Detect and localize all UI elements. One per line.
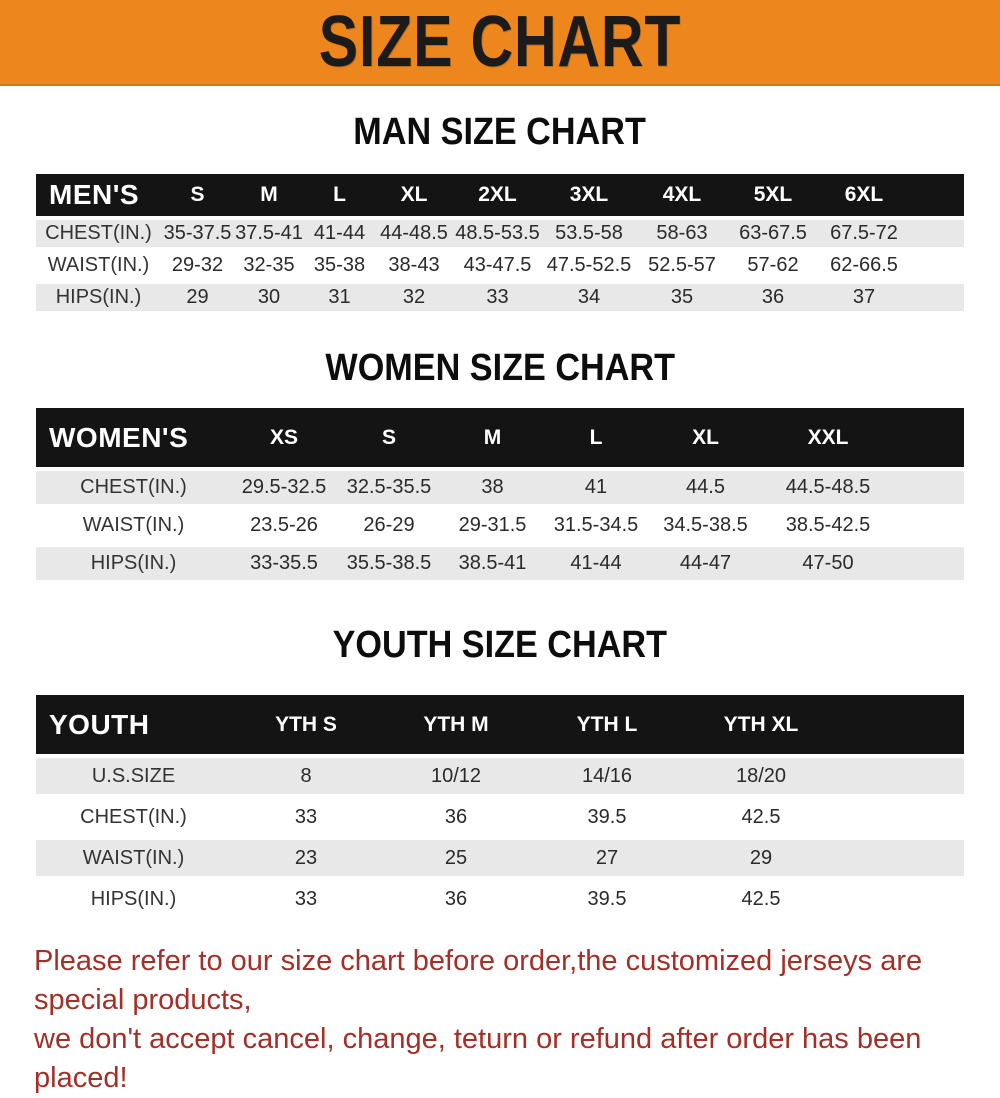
size-value-cell: 44.5-48.5 bbox=[763, 469, 893, 507]
size-value-cell: 32.5-35.5 bbox=[337, 469, 441, 507]
mens-table-row bbox=[36, 250, 964, 282]
size-value-cell: 48.5-53.5 bbox=[453, 218, 542, 250]
spacer-cell bbox=[910, 282, 964, 314]
size-value-cell: 47-50 bbox=[763, 545, 893, 583]
mens-size-column-5: 3XL bbox=[542, 174, 636, 218]
men-section-title: MAN SIZE CHART bbox=[353, 111, 647, 153]
section-women bbox=[0, 346, 1000, 585]
spacer-cell bbox=[839, 797, 964, 838]
spacer-cell bbox=[910, 250, 964, 282]
size-value-cell: 35.5-38.5 bbox=[337, 545, 441, 583]
size-value-cell: 44-47 bbox=[648, 545, 763, 583]
mens-row-label-1: WAIST(IN.) bbox=[36, 250, 161, 282]
size-value-cell: 10/12 bbox=[381, 756, 531, 797]
size-value-cell: 35-37.5 bbox=[161, 218, 234, 250]
size-value-cell: 38.5-42.5 bbox=[763, 507, 893, 545]
womens-size-column-4: XL bbox=[648, 408, 763, 469]
spacer-cell bbox=[893, 408, 964, 469]
mens-size-column-8: 6XL bbox=[818, 174, 910, 218]
mens-size-column-4: 2XL bbox=[453, 174, 542, 218]
youth-size-column-1: YTH M bbox=[381, 695, 531, 756]
size-value-cell: 32-35 bbox=[234, 250, 304, 282]
youth-size-column-2: YTH L bbox=[531, 695, 683, 756]
size-value-cell: 58-63 bbox=[636, 218, 728, 250]
size-value-cell: 18/20 bbox=[683, 756, 839, 797]
women-size-table bbox=[36, 408, 964, 585]
womens-table-row bbox=[36, 507, 964, 545]
spacer-cell bbox=[910, 174, 964, 218]
size-value-cell: 37.5-41 bbox=[234, 218, 304, 250]
size-value-cell: 34 bbox=[542, 282, 636, 314]
spacer-cell bbox=[839, 879, 964, 920]
disclaimer-text bbox=[34, 942, 1000, 1098]
womens-size-column-1: S bbox=[337, 408, 441, 469]
spacer-cell bbox=[893, 469, 964, 507]
size-value-cell: 31 bbox=[304, 282, 375, 314]
size-value-cell: 38-43 bbox=[375, 250, 453, 282]
womens-table-row bbox=[36, 545, 964, 583]
mens-header-label: MEN'S bbox=[36, 174, 161, 218]
size-value-cell: 31.5-34.5 bbox=[544, 507, 648, 545]
youth-row-label-3: HIPS(IN.) bbox=[36, 879, 231, 920]
mens-size-column-6: 4XL bbox=[636, 174, 728, 218]
youth-table-row bbox=[36, 756, 964, 797]
youth-header-label: YOUTH bbox=[36, 695, 231, 756]
spacer-cell bbox=[910, 218, 964, 250]
size-value-cell: 36 bbox=[381, 879, 531, 920]
womens-header-label: WOMEN'S bbox=[36, 408, 231, 469]
size-value-cell: 33-35.5 bbox=[231, 545, 337, 583]
spacer-cell bbox=[839, 695, 964, 756]
mens-size-column-1: M bbox=[234, 174, 304, 218]
mens-header-row bbox=[36, 174, 964, 218]
size-value-cell: 39.5 bbox=[531, 797, 683, 838]
size-value-cell: 43-47.5 bbox=[453, 250, 542, 282]
size-value-cell: 27 bbox=[531, 838, 683, 879]
size-value-cell: 42.5 bbox=[683, 879, 839, 920]
disclaimer-line-2: we don't accept cancel, change, teturn or refund after order has been placed! bbox=[34, 1023, 922, 1094]
disclaimer-line-1: Please refer to our size chart before order,the customized jerseys are special products, bbox=[34, 945, 923, 1016]
size-value-cell: 34.5-38.5 bbox=[648, 507, 763, 545]
youth-table-row bbox=[36, 879, 964, 920]
womens-row-label-1: WAIST(IN.) bbox=[36, 507, 231, 545]
youth-row-label-2: WAIST(IN.) bbox=[36, 838, 231, 879]
size-value-cell: 39.5 bbox=[531, 879, 683, 920]
youth-table-row bbox=[36, 838, 964, 879]
mens-table-row bbox=[36, 218, 964, 250]
spacer-cell bbox=[893, 507, 964, 545]
youth-size-column-3: YTH XL bbox=[683, 695, 839, 756]
youth-table-row bbox=[36, 797, 964, 838]
spacer-cell bbox=[893, 545, 964, 583]
spacer-cell bbox=[839, 838, 964, 879]
size-value-cell: 23 bbox=[231, 838, 381, 879]
size-value-cell: 47.5-52.5 bbox=[542, 250, 636, 282]
womens-row-label-2: HIPS(IN.) bbox=[36, 545, 231, 583]
size-value-cell: 36 bbox=[728, 282, 818, 314]
youth-header-row bbox=[36, 695, 964, 756]
men-size-table bbox=[36, 174, 964, 316]
size-value-cell: 67.5-72 bbox=[818, 218, 910, 250]
womens-table-row bbox=[36, 469, 964, 507]
mens-size-column-2: L bbox=[304, 174, 375, 218]
size-value-cell: 62-66.5 bbox=[818, 250, 910, 282]
size-value-cell: 29-32 bbox=[161, 250, 234, 282]
size-value-cell: 33 bbox=[231, 879, 381, 920]
size-value-cell: 41 bbox=[544, 469, 648, 507]
size-value-cell: 29 bbox=[683, 838, 839, 879]
size-value-cell: 14/16 bbox=[531, 756, 683, 797]
size-value-cell: 53.5-58 bbox=[542, 218, 636, 250]
womens-size-column-5: XXL bbox=[763, 408, 893, 469]
size-value-cell: 23.5-26 bbox=[231, 507, 337, 545]
size-value-cell: 38 bbox=[441, 469, 544, 507]
youth-row-label-0: U.S.SIZE bbox=[36, 756, 231, 797]
mens-size-column-0: S bbox=[161, 174, 234, 218]
size-value-cell: 32 bbox=[375, 282, 453, 314]
size-value-cell: 63-67.5 bbox=[728, 218, 818, 250]
size-value-cell: 36 bbox=[381, 797, 531, 838]
size-value-cell: 29 bbox=[161, 282, 234, 314]
womens-size-column-3: L bbox=[544, 408, 648, 469]
womens-size-column-2: M bbox=[441, 408, 544, 469]
size-value-cell: 57-62 bbox=[728, 250, 818, 282]
section-youth bbox=[0, 623, 1000, 922]
banner-title: SIZE CHART bbox=[318, 2, 682, 82]
size-value-cell: 37 bbox=[818, 282, 910, 314]
size-value-cell: 30 bbox=[234, 282, 304, 314]
size-value-cell: 33 bbox=[231, 797, 381, 838]
size-value-cell: 52.5-57 bbox=[636, 250, 728, 282]
size-value-cell: 29.5-32.5 bbox=[231, 469, 337, 507]
womens-header-row bbox=[36, 408, 964, 469]
size-value-cell: 41-44 bbox=[544, 545, 648, 583]
mens-size-column-7: 5XL bbox=[728, 174, 818, 218]
size-value-cell: 26-29 bbox=[337, 507, 441, 545]
size-value-cell: 42.5 bbox=[683, 797, 839, 838]
youth-size-table bbox=[36, 695, 964, 922]
youth-section-title: YOUTH SIZE CHART bbox=[332, 624, 668, 666]
mens-size-column-3: XL bbox=[375, 174, 453, 218]
women-section-title: WOMEN SIZE CHART bbox=[325, 347, 675, 389]
spacer-cell bbox=[839, 756, 964, 797]
size-value-cell: 44-48.5 bbox=[375, 218, 453, 250]
size-value-cell: 25 bbox=[381, 838, 531, 879]
youth-row-label-1: CHEST(IN.) bbox=[36, 797, 231, 838]
size-chart-banner bbox=[0, 0, 1000, 86]
size-value-cell: 29-31.5 bbox=[441, 507, 544, 545]
womens-size-column-0: XS bbox=[231, 408, 337, 469]
womens-row-label-0: CHEST(IN.) bbox=[36, 469, 231, 507]
youth-size-column-0: YTH S bbox=[231, 695, 381, 756]
size-value-cell: 35 bbox=[636, 282, 728, 314]
size-value-cell: 35-38 bbox=[304, 250, 375, 282]
size-value-cell: 38.5-41 bbox=[441, 545, 544, 583]
mens-table-row bbox=[36, 282, 964, 314]
section-men bbox=[0, 110, 1000, 316]
size-value-cell: 44.5 bbox=[648, 469, 763, 507]
size-value-cell: 33 bbox=[453, 282, 542, 314]
size-value-cell: 8 bbox=[231, 756, 381, 797]
mens-row-label-2: HIPS(IN.) bbox=[36, 282, 161, 314]
size-value-cell: 41-44 bbox=[304, 218, 375, 250]
mens-row-label-0: CHEST(IN.) bbox=[36, 218, 161, 250]
